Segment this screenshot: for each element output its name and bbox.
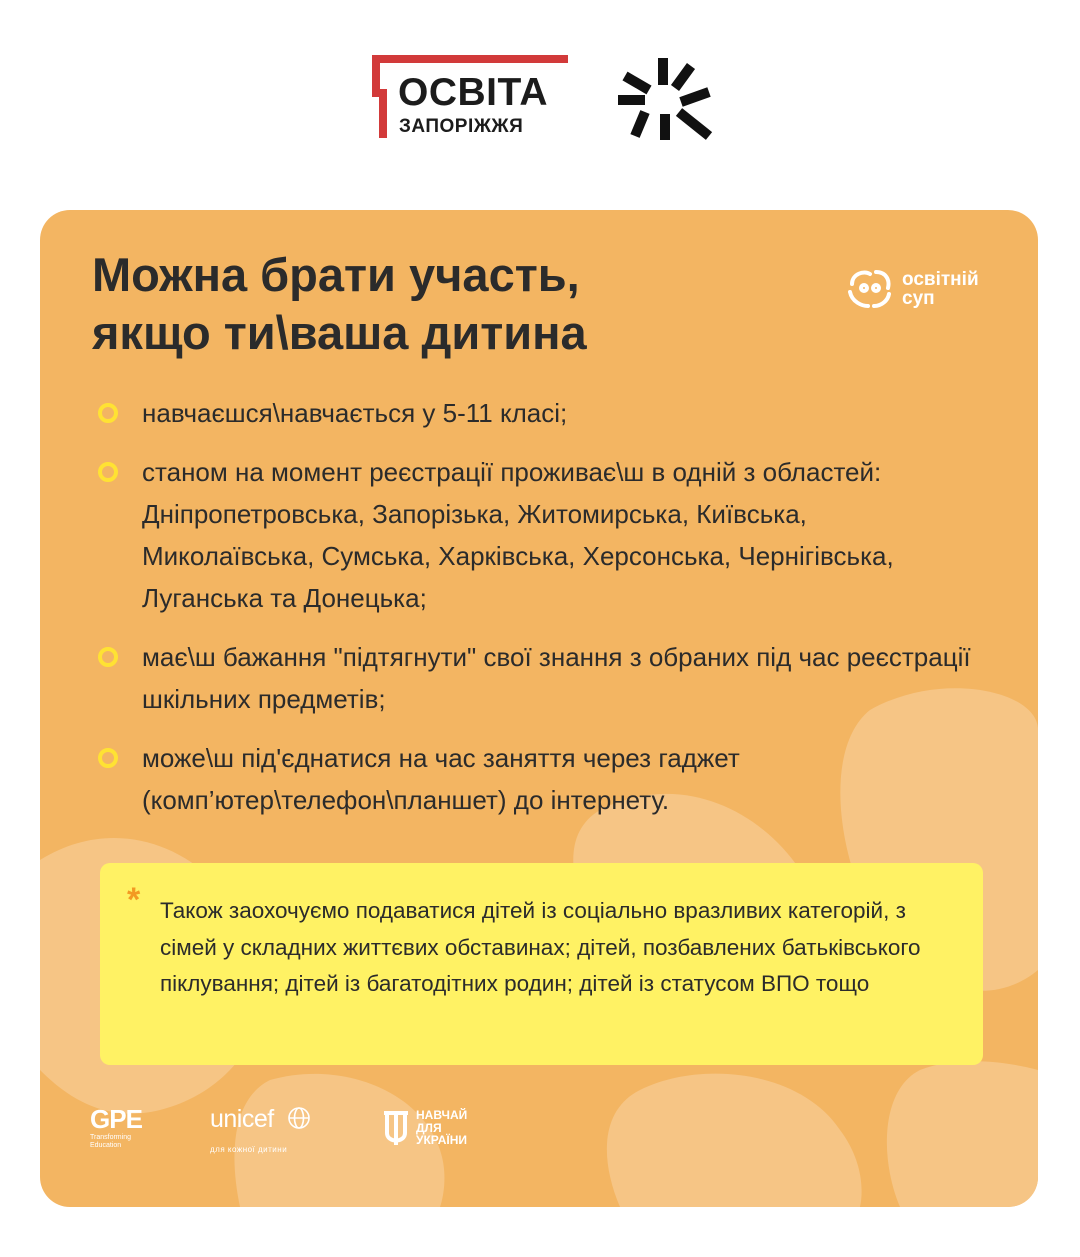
soup-logo-text <box>902 270 979 308</box>
soup-logo-line2: суп <box>902 288 935 309</box>
eligibility-list <box>98 392 978 838</box>
navchai-line2: ДЛЯ <box>416 1120 442 1135</box>
bullet-ring-icon <box>98 403 118 423</box>
list-item <box>98 737 978 821</box>
card-title-line2: якщо ти\ваша дитина <box>92 306 587 359</box>
osvita-zaporizhzhia-logo <box>372 55 572 140</box>
navchai-line3: УКРАЇНИ <box>416 1133 468 1147</box>
logo-subtitle: ЗАПОРІЖЖЯ <box>399 116 524 137</box>
unicef-globe-icon <box>286 1105 312 1131</box>
gpe-logo <box>90 1105 142 1150</box>
list-item-text: навчаєшся\навчається у 5-11 класі; <box>142 398 568 428</box>
soup-logo-line1: освітній <box>902 269 979 290</box>
gpe-sub-line2: Education <box>90 1142 122 1149</box>
gpe-logo-text: GPE <box>90 1104 142 1134</box>
asterisk-icon: * <box>127 881 141 919</box>
list-item-text: може\ш під'єднатися на час заняття через гаджет (комп’ютер\телефон\планшет) до інтернету. <box>142 743 740 815</box>
header <box>0 0 1080 190</box>
gpe-sub-line1: Transforming <box>90 1134 131 1141</box>
navchai-logo-text <box>416 1109 506 1147</box>
list-item <box>98 636 978 720</box>
unicef-logo-sub: для кожної дитини <box>210 1145 288 1154</box>
bullet-ring-icon <box>98 462 118 482</box>
card-title-line1: Можна брати участь, <box>92 248 580 301</box>
note-box <box>100 863 983 1065</box>
navchai-logo-icon <box>382 1109 410 1149</box>
gpe-logo-sub <box>90 1134 142 1150</box>
list-item-text: станом на момент реєстрації проживає\ш в одній з областей: Дніпропетровська, Запорізька, Житомирська, Київська, Миколаївська, Сумська, Харківська, Херсонська, Чернігівська, Луганська та Донецька; <box>142 457 894 613</box>
soup-bowl-icon <box>846 266 894 310</box>
bullet-ring-icon <box>98 647 118 667</box>
logo-title: ОСВІТА <box>398 71 549 114</box>
list-item-text: має\ш бажання "підтягнути" свої знання з обраних під час реєстрації шкільних предметів; <box>142 642 971 714</box>
navchai-line1: НАВЧАЙ <box>416 1108 468 1122</box>
info-card <box>40 210 1038 1207</box>
list-item <box>98 451 978 619</box>
unicef-logo-text: unicef <box>210 1105 274 1133</box>
osvitnii-sup-logo <box>846 266 1016 312</box>
partner-logos <box>90 1105 590 1175</box>
unicef-logo <box>210 1105 287 1155</box>
bullet-ring-icon <box>98 748 118 768</box>
asterisk-burst-icon <box>613 52 713 142</box>
card-title <box>92 246 792 362</box>
navchai-dlia-ukrainy-logo <box>382 1108 468 1154</box>
note-text: Також заохочуємо подаватися дітей із соціально вразливих категорій, з сімей у складних життєвих обставинах; дітей, позбавлених батьківського піклування; дітей із багатодітних родин; дітей із статусом ВПО тощо <box>160 898 921 996</box>
list-item <box>98 392 978 434</box>
